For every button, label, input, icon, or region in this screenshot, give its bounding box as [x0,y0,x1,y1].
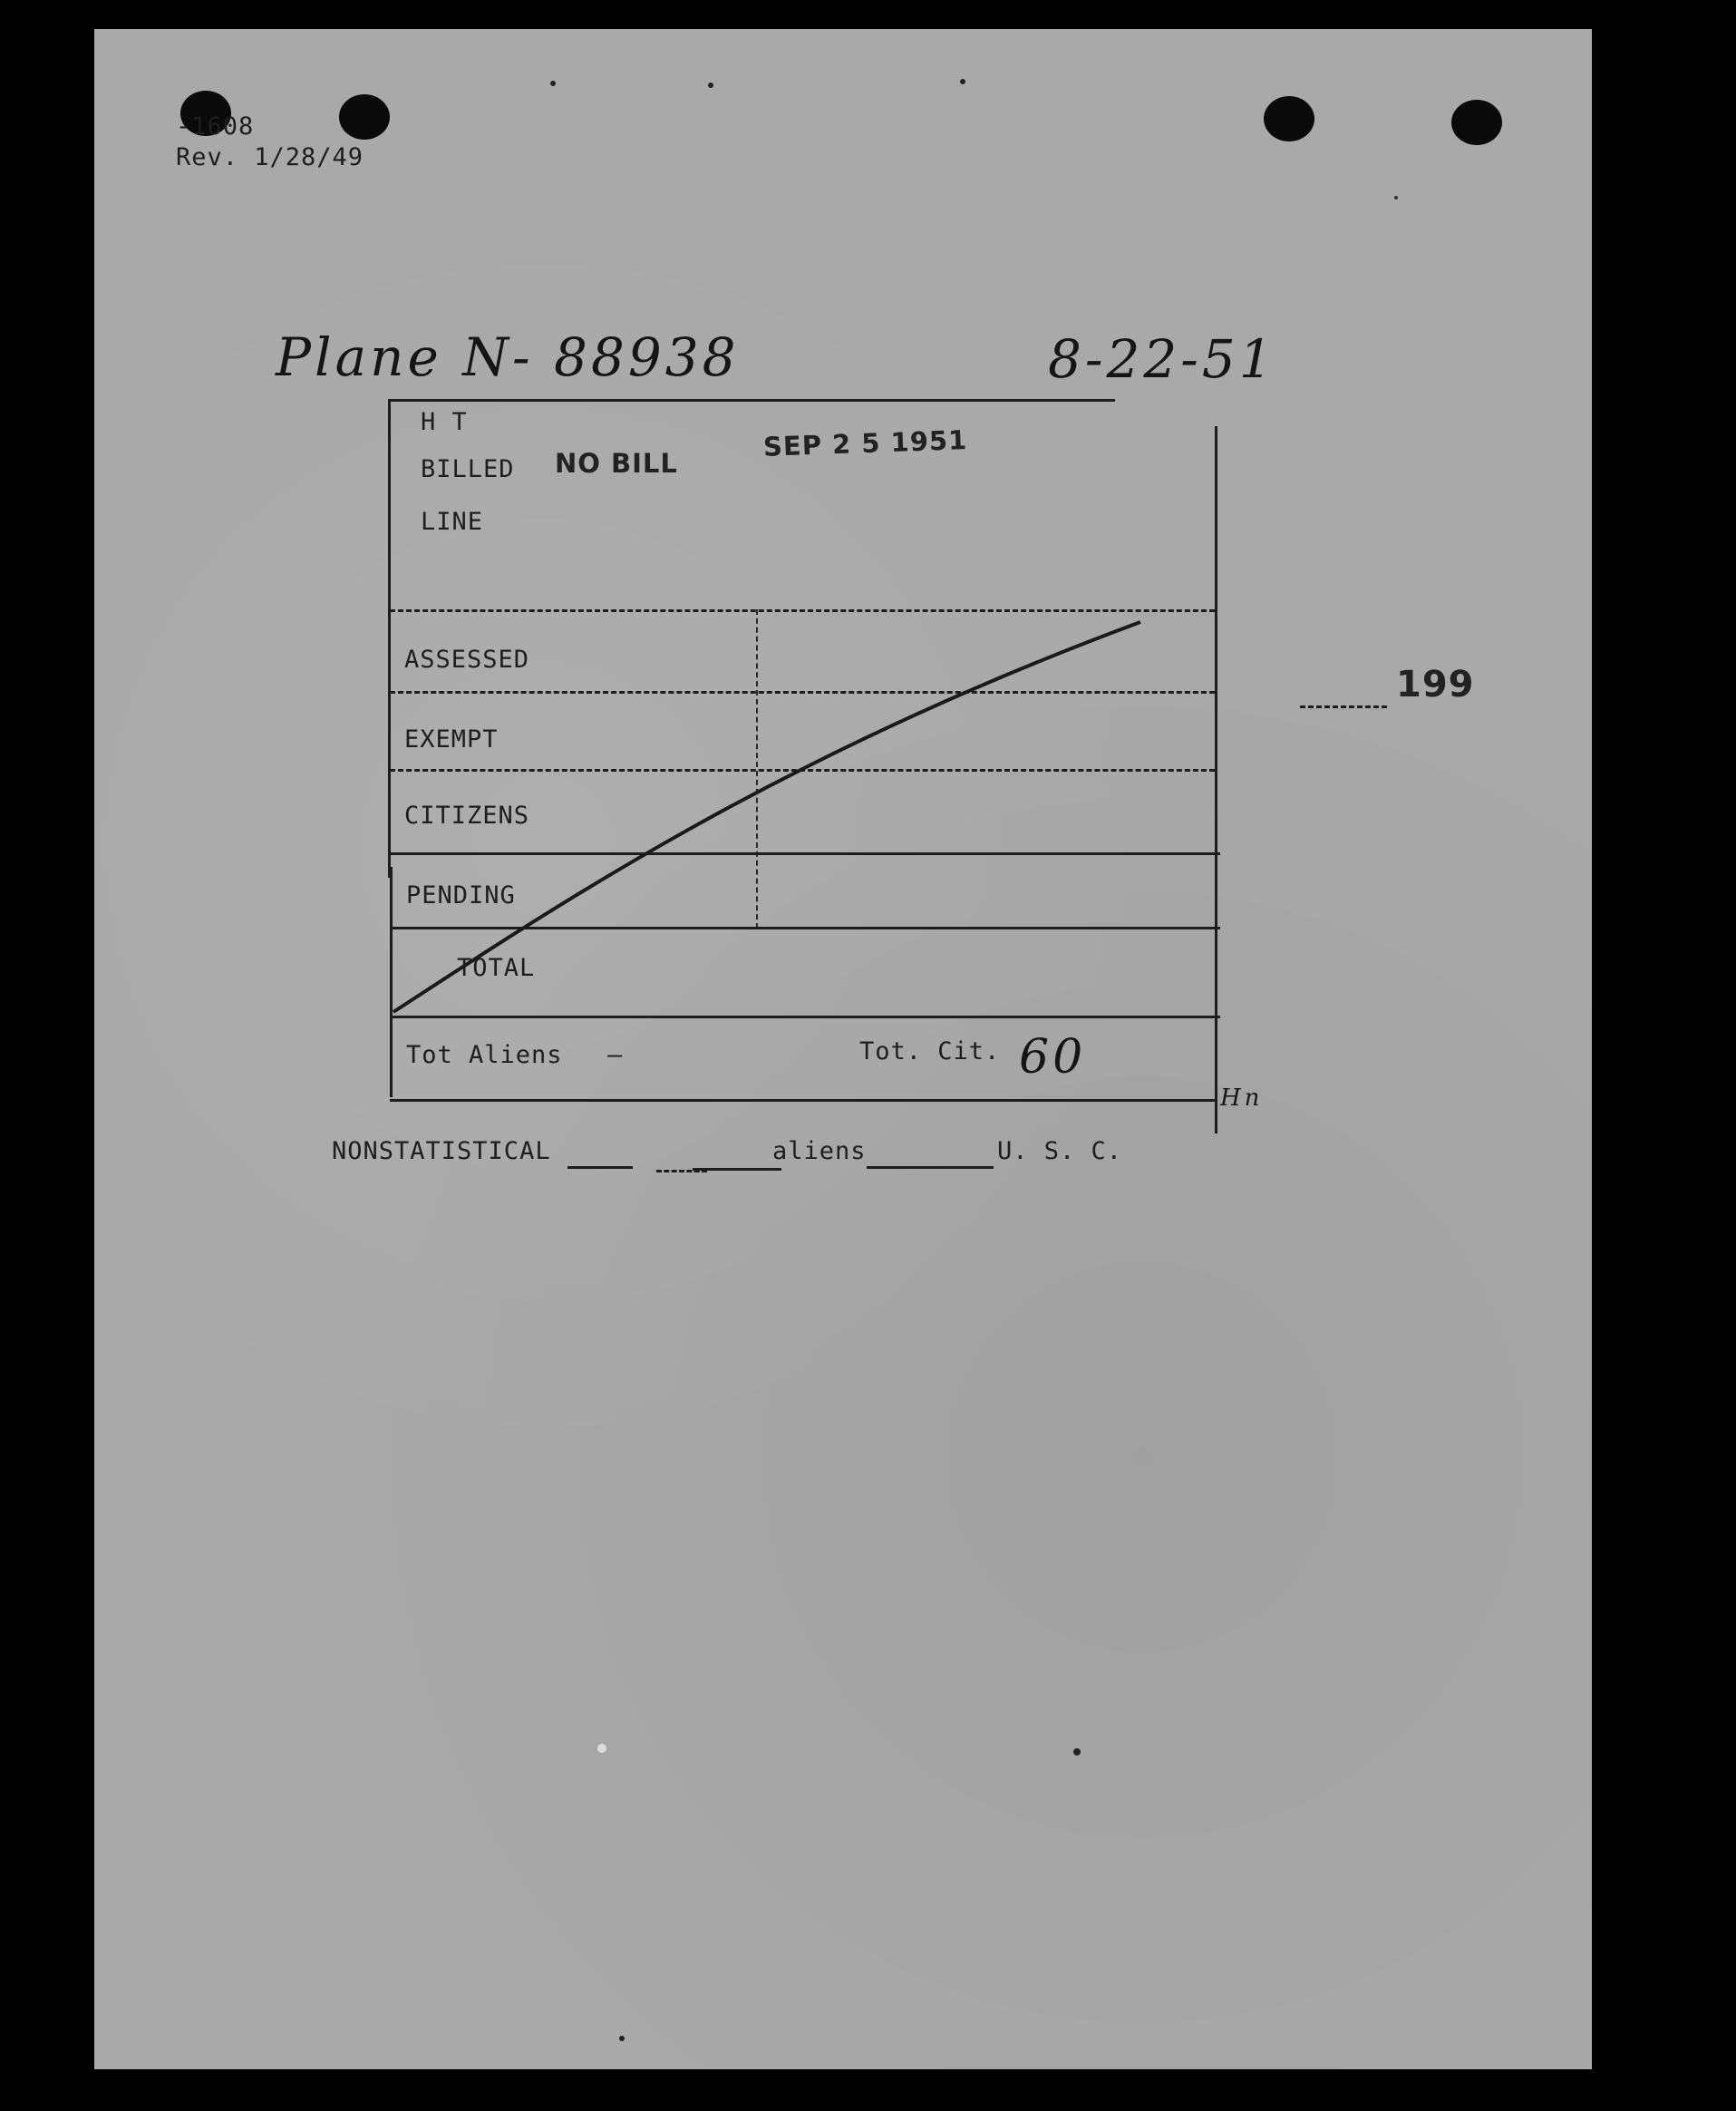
tot-cit-value: 60 [1019,1030,1087,1085]
document-page [94,29,1592,2069]
no-bill-stamp: NO BILL [555,448,678,479]
label-tot-aliens: Tot Aliens [406,1041,563,1069]
revision-date: Rev. 1/28/49 [176,143,364,171]
label-exempt: EXEMPT [404,725,499,754]
label-usc: U. S. C. [997,1137,1123,1165]
received-date-stamp: SEP 2 5 1951 [762,424,968,462]
label-total: TOTAL [457,954,536,982]
label-ht: H T [421,408,468,436]
label-aliens: aliens [772,1137,867,1165]
form-number: -1608 [176,112,255,141]
page-number: 199 [1396,664,1475,705]
initials: Hn [1220,1085,1264,1112]
label-pending: PENDING [406,881,516,910]
tot-aliens-value: — [607,1041,624,1069]
label-billed: BILLED [421,455,515,483]
label-tot-cit: Tot. Cit. [859,1037,1001,1065]
label-citizens: CITIZENS [404,802,530,830]
label-assessed: ASSESSED [404,646,530,674]
plane-number: Plane N- 88938 [276,326,740,388]
label-nonstatistical: NONSTATISTICAL [332,1137,551,1165]
label-line: LINE [421,508,484,536]
handwritten-date: 8-22-51 [1048,328,1276,390]
paper-specks [94,29,1592,2069]
